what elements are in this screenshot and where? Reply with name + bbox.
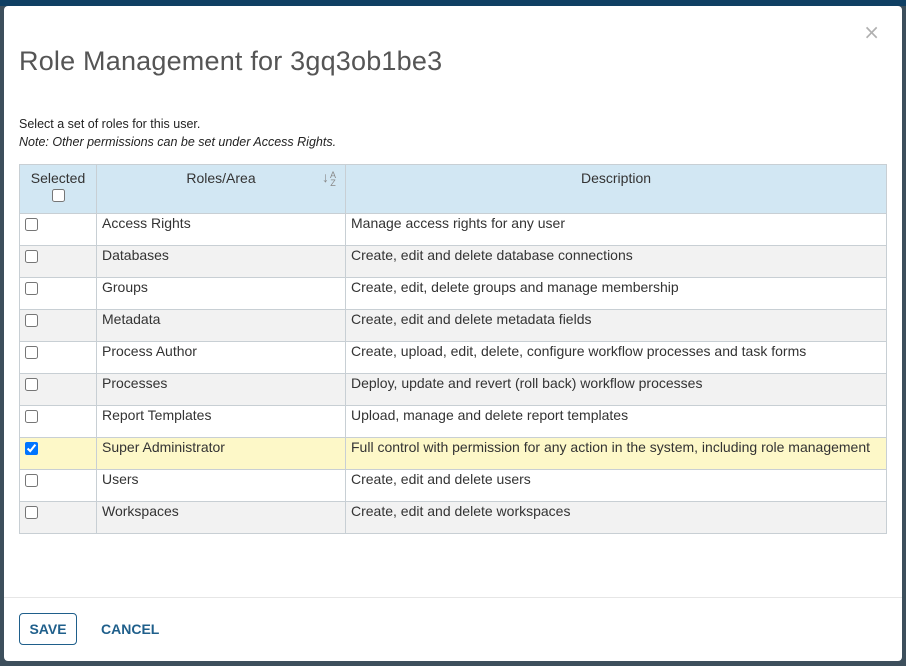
role-name-cell: Super Administrator — [97, 438, 346, 470]
column-header-description: Description — [346, 165, 887, 214]
role-name-cell: Databases — [97, 246, 346, 278]
table-row[interactable] — [20, 438, 887, 470]
role-checkbox[interactable] — [25, 218, 38, 231]
footer-divider — [4, 597, 902, 598]
column-header-selected-label: Selected — [30, 170, 86, 186]
role-name-cell: Groups — [97, 278, 346, 310]
role-name-cell: Workspaces — [97, 502, 346, 534]
table-row[interactable] — [20, 406, 887, 438]
role-name-cell: Processes — [97, 374, 346, 406]
role-description-cell: Upload, manage and delete report templates — [346, 406, 887, 438]
table-row[interactable] — [20, 374, 887, 406]
save-button[interactable]: SAVE — [19, 613, 77, 645]
table-header-row — [20, 165, 887, 214]
row-select-cell — [20, 374, 97, 406]
row-select-cell — [20, 502, 97, 534]
table-row[interactable] — [20, 310, 887, 342]
table-row[interactable] — [20, 246, 887, 278]
role-description-cell: Create, edit and delete workspaces — [346, 502, 887, 534]
role-description-cell: Deploy, update and revert (roll back) workflow processes — [346, 374, 887, 406]
row-select-cell — [20, 470, 97, 502]
role-checkbox[interactable] — [25, 314, 38, 327]
row-select-cell — [20, 438, 97, 470]
column-header-roles-label: Roles/Area — [186, 170, 256, 186]
row-select-cell — [20, 406, 97, 438]
dialog-title: Role Management for 3gq3ob1be3 — [19, 46, 443, 76]
role-checkbox[interactable] — [25, 474, 38, 487]
row-select-cell — [20, 342, 97, 374]
table-row[interactable] — [20, 278, 887, 310]
row-select-cell — [20, 278, 97, 310]
role-description-cell: Manage access rights for any user — [346, 214, 887, 246]
role-checkbox[interactable] — [25, 378, 38, 391]
column-header-roles[interactable] — [97, 165, 346, 214]
role-description-cell: Full control with permission for any action in the system, including role management — [346, 438, 887, 470]
row-select-cell — [20, 214, 97, 246]
intro-note: Note: Other permissions can be set under Access Rights. — [19, 135, 337, 149]
role-description-cell: Create, edit and delete users — [346, 470, 887, 502]
close-icon[interactable]: × — [863, 20, 880, 44]
role-name-cell: Users — [97, 470, 346, 502]
row-select-cell — [20, 246, 97, 278]
role-checkbox[interactable] — [25, 442, 38, 455]
table-row[interactable] — [20, 502, 887, 534]
role-description-cell: Create, upload, edit, delete, configure workflow processes and task forms — [346, 342, 887, 374]
role-name-cell: Metadata — [97, 310, 346, 342]
row-select-cell — [20, 310, 97, 342]
table-row[interactable] — [20, 342, 887, 374]
table-row[interactable] — [20, 470, 887, 502]
dialog-intro — [19, 115, 336, 151]
role-checkbox[interactable] — [25, 250, 38, 263]
table-row[interactable] — [20, 214, 887, 246]
column-header-selected — [20, 165, 97, 214]
roles-table-body — [20, 214, 887, 534]
cancel-button[interactable]: CANCEL — [93, 613, 167, 645]
role-description-cell: Create, edit and delete metadata fields — [346, 310, 887, 342]
role-checkbox[interactable] — [25, 346, 38, 359]
intro-text: Select a set of roles for this user. — [19, 117, 201, 131]
role-checkbox[interactable] — [25, 410, 38, 423]
role-description-cell: Create, edit, delete groups and manage membership — [346, 278, 887, 310]
role-description-cell: Create, edit and delete database connections — [346, 246, 887, 278]
role-management-dialog — [4, 6, 902, 661]
role-checkbox[interactable] — [25, 506, 38, 519]
role-name-cell: Access Rights — [97, 214, 346, 246]
role-checkbox[interactable] — [25, 282, 38, 295]
role-name-cell: Report Templates — [97, 406, 346, 438]
roles-table — [19, 164, 887, 534]
role-name-cell: Process Author — [97, 342, 346, 374]
select-all-checkbox[interactable] — [52, 189, 65, 202]
sort-alpha-icon[interactable]: ↓ A Z — [321, 169, 336, 188]
